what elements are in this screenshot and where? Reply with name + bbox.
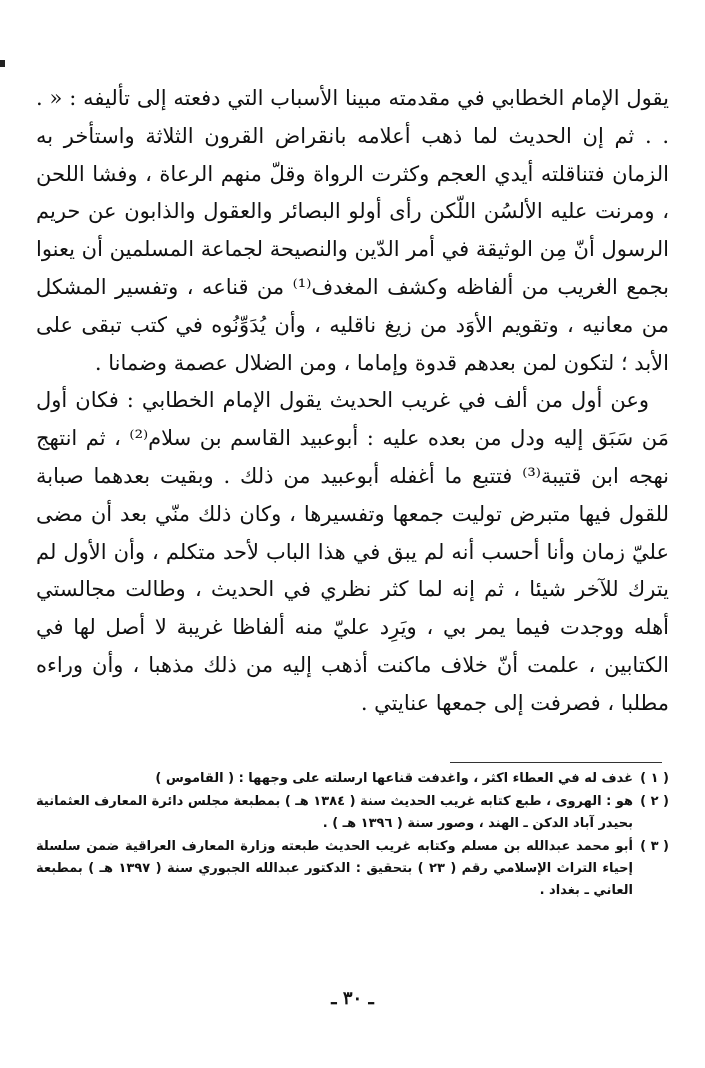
footnote-number: ( ٢ ) — [640, 794, 669, 809]
main-text — [36, 80, 669, 723]
edge-mark — [0, 60, 5, 67]
paragraph-first-authors: وعن أول من ألف في غريب الحديث يقول الإمام الخطابي : فكان أول مَن سَبَق إليه ودل من بعده عليه : أبوعبيد القاسم بن سلام⁽²⁾ ، ثم انتهج نهجه ابن قتيبة⁽³⁾ فتتبع ما أغفله أبوعبيد من ذلك . وبقيت بعدهما صبابة للقول فيها متبرض توليت جمعها وتفسيرها ، وكان ذلك منّي بعد أن مضى عليّ زمان وأنا أحسب أنه لم يبق في هذا الباب لأحد متكلم ، وأن الأول لم يترك للآخر شيئا ، ثم إنه لما كثر نظري في الحديث ، وطالت مجالستي أهله ووجدت فيما يمر بي ، ويَرِد عليّ منه ألفاظا غريبة لا أصل لها في الكتابين ، علمت أنّ خلاف ماكنت أذهب إليه من ذلك مذهبا ، وأن وراءه مطلبا ، فصرفت إلى جمعها عنايتي . — [36, 388, 669, 715]
footnote-text: هو : الهروى ، طبع كتابه غريب الحديث سنة ( ١٣٨٤ هـ ) بمطبعة مجلس دائرة المعارف العثمانية بحيدر آباد الدكن ـ الهند ، وصور سنة ( ١٣٩٦ هـ ) . — [36, 794, 633, 831]
footnote — [36, 791, 669, 835]
footnote-number: ( ٣ ) — [640, 839, 669, 854]
footnote-text: أبو محمد عبدالله بن مسلم وكتابه غريب الحديث طبعته وزارة المعارف العراقية ضمن سلسلة إحياء التراث الإسلامي رقم ( ٢٣ ) بتحقيق : الدكتور عبدالله الجبوري سنة ( ١٣٩٧ هـ ) بمطبعة العاني ـ بغداد . — [36, 839, 633, 898]
footnote — [36, 836, 669, 902]
footnote-number: ( ١ ) — [640, 771, 669, 786]
footnote-separator — [450, 762, 662, 763]
footnote-text: غدف له في العطاء اكثر ، واغدفت قناعها ارسلته على وجهها : ( القاموس ) — [155, 771, 633, 786]
page-number: ـ ٣٠ ـ — [331, 988, 374, 1009]
footnotes — [36, 768, 669, 903]
footnote — [36, 768, 669, 790]
paragraph-intro: يقول الإمام الخطابي في مقدمته مبينا الأسباب التي دفعته إلى تأليفه : « . . . ثم إن الحديث لما ذهب أعلامه بانقراض القرون الثلاثة واستأخر به الزمان فتناقلته أيدي العجم وكثرت الرواة وقلّ منهم الرعاة ، وفشا اللحن ، ومرنت عليه الألسُن اللّكن رأى أولو البصائر والعقول والذابون عن حريم الرسول أنّ مِن الوثيقة في أمر الدّين والنصيحة لجماعة المسلمين أن يعنوا بجمع الغريب من ألفاظه وكشف المغدف⁽¹⁾ من قناعه ، وتفسير المشكل من معانيه ، وتقويم الأوَد من زيغ ناقليه ، وأن يُدَوِّنُوه في كتب تبقى على الأبد ؛ لتكون لمن بعدهم قدوة وإماما ، ومن الضلال عصمة وضمانا . — [35, 86, 669, 375]
